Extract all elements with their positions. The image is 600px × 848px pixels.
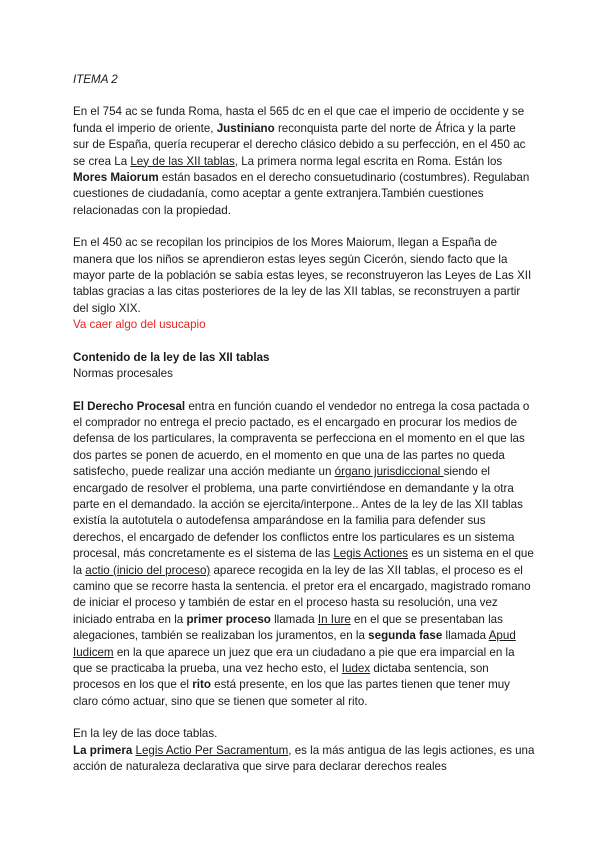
text-run: reconquista parte del norte de África y la parte sur de España, quería recuperar el derecho clásico debido a su perfección, en el 450 ac se crea La — [73, 121, 526, 168]
text-run: está presente, en los que las partes tienen que tener muy claro cómo actuar, sino que se tienen que someter al rito. — [73, 678, 510, 708]
red-note: Va caer algo del usucapio — [73, 318, 206, 332]
text-run: entra en función cuando el vendedor no entrega la cosa pactada o el comprador no entrega el precio pactado, es el encargado en procurar los medios de defensa de los particulares, la compraventa se perfecciona en el momento en el que las dos partes se ponen de acuerdo, en el momento en que una de las partes no queda satisfecho, puede realizar una acción mediante un — [73, 399, 530, 479]
text-run: llamada — [442, 629, 489, 643]
text-run: siendo el encargado de resolver el problema, una parte convirtiéndose en demandante y la otra parte en el demandado. la acción se ejercita/interpone.. Antes de la ley de las XII tablas existía la autotutela o autodefensa amparándose en la familia para defender sus derechos, el encargado de defender los conflictos entre los particulares es un sistema procesal, más concretamente es el sistema de las — [73, 465, 523, 561]
text-run: aparece recogida en la ley de las XII tablas, el proceso es el camino que se recorre hasta la sentencia. el pretor era el encargado, magistrado romano de iniciar el proceso y también de estar en el proceso hasta su resolución, una vez iniciado entraba en la — [73, 563, 531, 626]
text-run: , La primera norma legal escrita en Roma. Están los — [234, 154, 503, 168]
section-subheading: Normas procesales — [73, 367, 173, 381]
underlined-term-legis-actio-per-sacramentum: Legis Actio Per Sacramentum — [135, 743, 289, 757]
underlined-term-legis-actiones: Legis Actiones — [333, 547, 409, 561]
underlined-term-ley-xii-tablas: Ley de las XII tablas — [130, 154, 235, 168]
document-body — [73, 72, 535, 775]
underlined-term-actio: actio (inicio del proceso) — [85, 563, 211, 577]
paragraph-recopilacion: En el 450 ac se recopilan los principios de los Mores Maiorum, llegan a España de manera que los niños se aprendieron estas leyes según Cicerón, siendo facto que la mayor parte de la población se sabía estas leyes, se reconstruyeron las Leyes de Las XII tablas gracias a las citas posteriores de la ley de las XII tablas, se reconstruyen a partir del siglo XIX. — [73, 236, 532, 315]
bold-term-segunda-fase: segunda fase — [368, 629, 443, 643]
paragraph-roma-history — [73, 104, 535, 219]
bold-term-primer-proceso: primer proceso — [186, 612, 271, 626]
text-run: están basados en el derecho consuetudinario (costumbres). Regulaban cuestiones de ciudadanía, como aceptar a gente extranjera.También cuestiones relacionadas con la propiedad. — [73, 171, 530, 217]
bold-term-mores-maiorum: Mores Maiorum — [73, 171, 159, 185]
text-run: dictaba sentencia, son procesos en los que el — [73, 662, 489, 692]
text-run: es un sistema en el que la — [73, 547, 534, 577]
paragraph-derecho-procesal — [73, 399, 535, 711]
underlined-term-organo-jurisdiccional: órgano jurisdiccional — [334, 465, 444, 479]
text-run: en el que se presentaban las alegaciones, también se realizaban los juramentos, en la — [73, 612, 503, 643]
bold-term-derecho-procesal: El Derecho Procesal — [73, 399, 186, 413]
section-heading-text: Contenido de la ley de las XII tablas — [73, 350, 270, 364]
bold-term-rito: rito — [192, 678, 211, 692]
underlined-term-apud-iudicem: Apud Iudicem — [73, 629, 516, 659]
text-run: , es la más antigua de las legis actiones, es una acción de naturaleza declarativa que sirve para declarar derechos reales — [73, 743, 535, 774]
document-title: ITEMA 2 — [73, 73, 118, 86]
text-run: En el 754 ac se funda Roma, hasta el 565 dc en el que cae el imperio de occidente y se funda el imperio de oriente, — [73, 105, 525, 135]
bold-term-la-primera: La primera — [73, 743, 133, 757]
paragraph-primera-legis-actio — [73, 743, 535, 776]
text-run: llamada — [270, 612, 318, 626]
bold-term-justiniano: Justiniano — [216, 121, 275, 135]
underlined-term-iudex: Iudex — [341, 662, 371, 675]
section-heading — [73, 350, 535, 366]
underlined-term-in-iure: In Iure — [317, 612, 351, 626]
paragraph-doce-tablas: En la ley de las doce tablas. — [73, 727, 218, 741]
text-run: en la que aparece un juez que era un ciudadano a pie que era imparcial en la que se practicaba la prueba, una vez hecho esto, el — [73, 645, 515, 675]
